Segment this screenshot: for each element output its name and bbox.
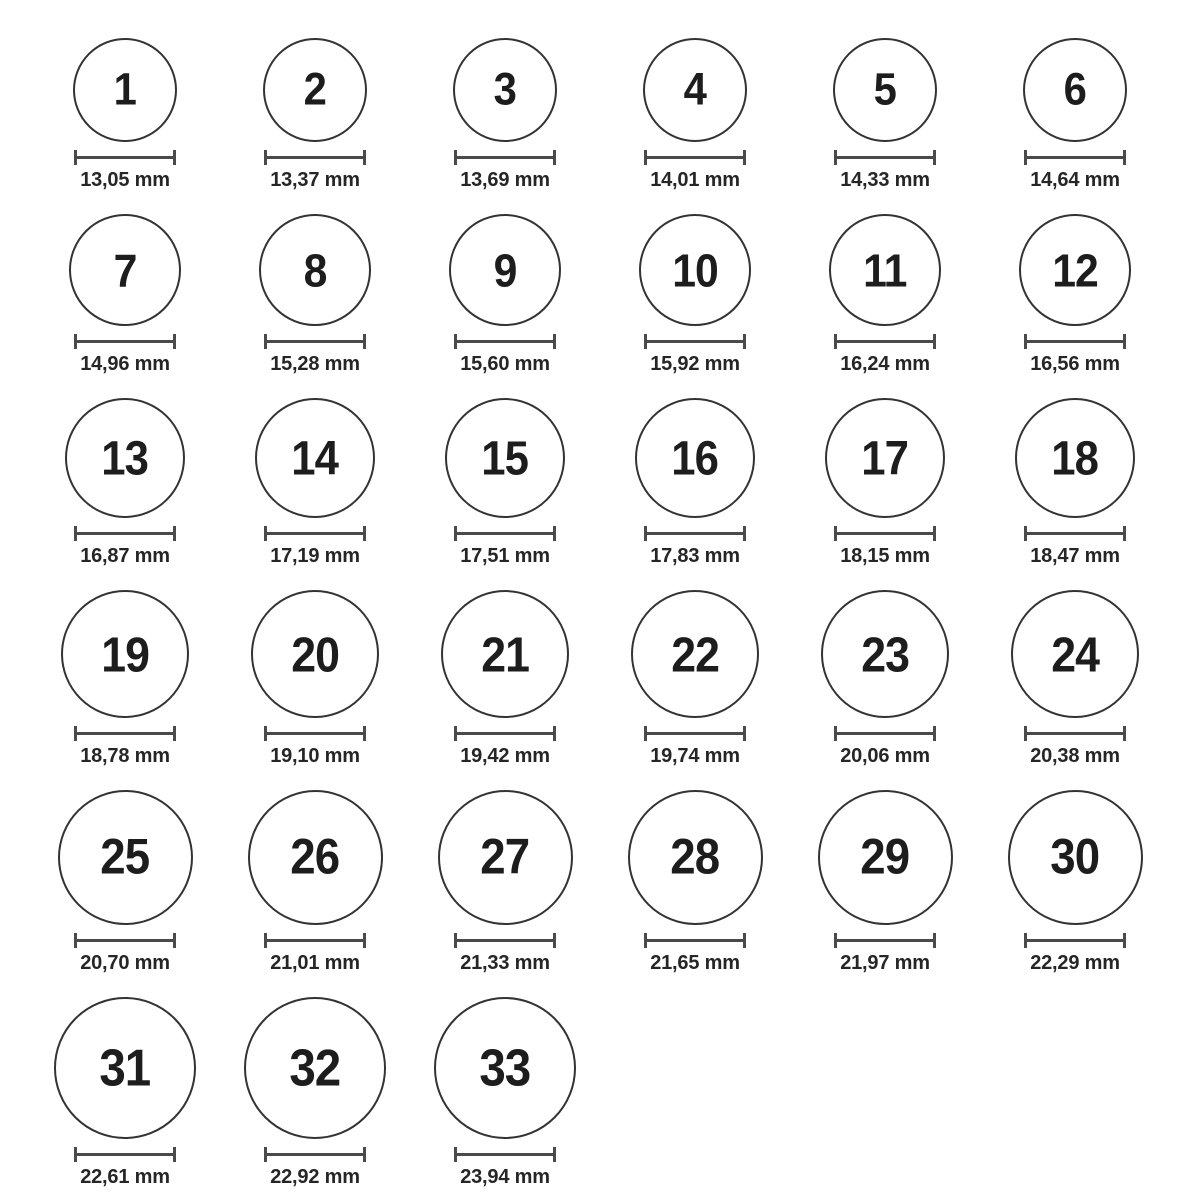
measure-tick-right	[173, 933, 176, 948]
ring-size-circle	[631, 590, 759, 718]
measure-bar	[267, 156, 363, 159]
ring-size-circle	[449, 214, 561, 326]
ring-size-number: 7	[113, 243, 137, 297]
measure-bar	[77, 340, 173, 343]
measure-tick-right	[743, 150, 746, 165]
ring-size-circle	[643, 38, 747, 142]
ring-size-circle	[251, 590, 379, 718]
ring-size-number: 4	[683, 64, 707, 115]
measure-tick-right	[553, 150, 556, 165]
diameter-label: 20,38 mm	[1030, 745, 1120, 767]
ring-size-circle	[1023, 38, 1127, 142]
ring-size-circle	[1015, 398, 1135, 518]
diameter-measure	[834, 726, 936, 741]
chart-row	[30, 398, 1170, 568]
diameter-measure	[644, 526, 746, 541]
measure-bar	[837, 732, 933, 735]
ring-size-number: 20	[291, 626, 339, 682]
diameter-measure	[644, 933, 746, 948]
ring-size-number: 5	[873, 64, 897, 115]
diameter-label: 18,78 mm	[80, 745, 170, 767]
diameter-label: 15,92 mm	[650, 353, 740, 375]
diameter-measure	[1024, 933, 1126, 948]
ring-size-cell	[220, 997, 410, 1189]
ring-size-circle	[438, 790, 573, 925]
diameter-measure	[74, 526, 176, 541]
ring-size-number: 13	[101, 430, 149, 486]
diameter-label: 20,70 mm	[80, 952, 170, 974]
ring-size-number: 11	[863, 243, 907, 297]
measure-tick-right	[363, 334, 366, 349]
diameter-measure	[264, 334, 366, 349]
ring-size-number: 28	[670, 829, 720, 885]
ring-size-cell	[600, 214, 790, 376]
measure-tick-right	[743, 933, 746, 948]
measure-tick-right	[933, 334, 936, 349]
ring-size-cell	[220, 398, 410, 568]
diameter-measure	[264, 526, 366, 541]
diameter-label: 13,37 mm	[270, 169, 360, 191]
ring-size-number: 31	[99, 1038, 151, 1098]
diameter-measure	[264, 1147, 366, 1162]
measure-tick-right	[553, 334, 556, 349]
ring-size-circle	[434, 997, 576, 1139]
diameter-measure	[834, 334, 936, 349]
measure-tick-right	[1123, 726, 1126, 741]
ring-size-number: 25	[100, 829, 150, 885]
diameter-measure	[74, 334, 176, 349]
ring-size-cell	[410, 997, 600, 1189]
diameter-measure	[1024, 334, 1126, 349]
measure-tick-right	[173, 526, 176, 541]
diameter-label: 19,10 mm	[270, 745, 360, 767]
diameter-measure	[454, 933, 556, 948]
measure-bar	[457, 1153, 553, 1156]
ring-size-number: 26	[290, 829, 340, 885]
ring-size-circle	[441, 590, 569, 718]
diameter-label: 21,01 mm	[270, 952, 360, 974]
measure-bar	[457, 732, 553, 735]
ring-size-cell	[30, 214, 220, 376]
diameter-measure	[454, 526, 556, 541]
measure-bar	[647, 532, 743, 535]
measure-bar	[77, 156, 173, 159]
ring-size-cell	[790, 398, 980, 568]
diameter-label: 19,42 mm	[460, 745, 550, 767]
diameter-label: 20,06 mm	[840, 745, 930, 767]
measure-bar	[267, 1153, 363, 1156]
ring-size-number: 27	[480, 829, 530, 885]
ring-size-cell	[30, 398, 220, 568]
diameter-label: 22,92 mm	[270, 1166, 360, 1188]
ring-size-circle	[453, 38, 557, 142]
measure-tick-right	[1123, 933, 1126, 948]
measure-tick-right	[743, 526, 746, 541]
ring-size-cell	[30, 997, 220, 1189]
measure-bar	[837, 939, 933, 942]
ring-size-number: 9	[493, 243, 517, 297]
ring-size-circle	[639, 214, 751, 326]
ring-size-circle	[628, 790, 763, 925]
measure-bar	[267, 340, 363, 343]
ring-size-cell	[600, 590, 790, 768]
diameter-measure	[644, 726, 746, 741]
diameter-label: 18,15 mm	[840, 545, 930, 567]
measure-bar	[837, 156, 933, 159]
measure-bar	[647, 732, 743, 735]
measure-tick-right	[553, 526, 556, 541]
measure-bar	[837, 532, 933, 535]
ring-size-cell	[980, 590, 1170, 768]
ring-size-cell	[410, 214, 600, 376]
diameter-measure	[74, 1147, 176, 1162]
ring-size-cell	[790, 790, 980, 975]
diameter-label: 14,01 mm	[650, 169, 740, 191]
measure-tick-right	[1123, 334, 1126, 349]
measure-tick-right	[743, 334, 746, 349]
ring-size-number: 1	[113, 64, 137, 115]
ring-size-number: 16	[671, 430, 719, 486]
measure-tick-right	[173, 334, 176, 349]
ring-size-number: 19	[101, 626, 149, 682]
ring-size-cell	[220, 790, 410, 975]
ring-size-number: 24	[1051, 626, 1099, 682]
diameter-label: 16,56 mm	[1030, 353, 1120, 375]
measure-tick-right	[173, 1147, 176, 1162]
diameter-measure	[454, 726, 556, 741]
ring-size-cell	[600, 398, 790, 568]
measure-bar	[647, 340, 743, 343]
measure-bar	[267, 939, 363, 942]
ring-size-circle	[263, 38, 367, 142]
diameter-label: 14,33 mm	[840, 169, 930, 191]
ring-size-circle	[244, 997, 386, 1139]
ring-size-circle	[65, 398, 185, 518]
ring-size-circle	[445, 398, 565, 518]
measure-bar	[837, 340, 933, 343]
diameter-label: 15,28 mm	[270, 353, 360, 375]
measure-bar	[647, 939, 743, 942]
ring-size-cell	[790, 214, 980, 376]
measure-bar	[457, 532, 553, 535]
measure-bar	[1027, 340, 1123, 343]
measure-bar	[457, 156, 553, 159]
diameter-label: 21,97 mm	[840, 952, 930, 974]
ring-size-circle	[1011, 590, 1139, 718]
ring-size-circle	[58, 790, 193, 925]
measure-tick-right	[933, 726, 936, 741]
diameter-measure	[454, 1147, 556, 1162]
diameter-label: 19,74 mm	[650, 745, 740, 767]
ring-size-cell	[220, 38, 410, 192]
diameter-measure	[264, 726, 366, 741]
diameter-label: 15,60 mm	[460, 353, 550, 375]
measure-tick-right	[933, 150, 936, 165]
ring-size-number: 2	[303, 64, 327, 115]
ring-size-cell	[30, 790, 220, 975]
ring-size-cell	[220, 590, 410, 768]
ring-size-number: 23	[861, 626, 909, 682]
ring-size-cell	[790, 590, 980, 768]
diameter-label: 13,69 mm	[460, 169, 550, 191]
diameter-measure	[454, 150, 556, 165]
ring-size-circle	[54, 997, 196, 1139]
measure-tick-right	[363, 526, 366, 541]
diameter-label: 22,61 mm	[80, 1166, 170, 1188]
ring-size-circle	[69, 214, 181, 326]
diameter-measure	[1024, 150, 1126, 165]
chart-row	[30, 214, 1170, 376]
diameter-label: 14,64 mm	[1030, 169, 1120, 191]
ring-size-number: 10	[672, 243, 718, 297]
measure-tick-right	[173, 150, 176, 165]
measure-bar	[77, 732, 173, 735]
ring-size-number: 18	[1051, 430, 1099, 486]
diameter-measure	[644, 334, 746, 349]
ring-size-cell	[410, 398, 600, 568]
diameter-measure	[644, 150, 746, 165]
ring-size-circle	[821, 590, 949, 718]
ring-size-number: 17	[861, 430, 909, 486]
ring-size-circle	[259, 214, 371, 326]
ring-size-number: 6	[1063, 64, 1087, 115]
ring-size-circle	[833, 38, 937, 142]
diameter-measure	[74, 150, 176, 165]
ring-size-cell	[980, 398, 1170, 568]
measure-bar	[77, 1153, 173, 1156]
measure-tick-right	[933, 933, 936, 948]
measure-bar	[457, 340, 553, 343]
ring-size-cell	[410, 590, 600, 768]
measure-tick-right	[1123, 526, 1126, 541]
ring-size-circle	[1008, 790, 1143, 925]
measure-tick-right	[933, 526, 936, 541]
diameter-label: 21,65 mm	[650, 952, 740, 974]
chart-row	[30, 790, 1170, 975]
diameter-measure	[264, 933, 366, 948]
measure-tick-right	[363, 1147, 366, 1162]
diameter-label: 22,29 mm	[1030, 952, 1120, 974]
diameter-measure	[264, 150, 366, 165]
diameter-measure	[74, 933, 176, 948]
measure-tick-right	[173, 726, 176, 741]
ring-size-cell	[980, 214, 1170, 376]
measure-bar	[1027, 532, 1123, 535]
ring-size-number: 15	[481, 430, 529, 486]
ring-size-circle	[635, 398, 755, 518]
measure-bar	[77, 939, 173, 942]
diameter-label: 16,87 mm	[80, 545, 170, 567]
ring-size-number: 21	[481, 626, 529, 682]
measure-bar	[1027, 732, 1123, 735]
ring-size-cell	[220, 214, 410, 376]
ring-size-number: 30	[1050, 829, 1100, 885]
ring-size-number: 12	[1052, 243, 1098, 297]
chart-row	[30, 590, 1170, 768]
ring-size-circle	[255, 398, 375, 518]
diameter-label: 21,33 mm	[460, 952, 550, 974]
diameter-measure	[1024, 526, 1126, 541]
ring-size-circle	[818, 790, 953, 925]
ring-size-number: 8	[303, 243, 327, 297]
ring-size-circle	[1019, 214, 1131, 326]
measure-tick-right	[1123, 150, 1126, 165]
diameter-measure	[834, 526, 936, 541]
chart-row	[30, 38, 1170, 192]
diameter-label: 17,19 mm	[270, 545, 360, 567]
ring-size-circle	[829, 214, 941, 326]
measure-tick-right	[363, 726, 366, 741]
ring-size-number: 22	[671, 626, 719, 682]
ring-size-cell	[410, 790, 600, 975]
ring-size-number: 14	[291, 430, 339, 486]
measure-bar	[1027, 939, 1123, 942]
ring-size-cell	[30, 38, 220, 192]
diameter-label: 14,96 mm	[80, 353, 170, 375]
chart-row	[30, 997, 1170, 1189]
measure-tick-right	[363, 150, 366, 165]
measure-tick-right	[363, 933, 366, 948]
ring-size-circle	[61, 590, 189, 718]
diameter-measure	[1024, 726, 1126, 741]
diameter-measure	[834, 150, 936, 165]
diameter-label: 13,05 mm	[80, 169, 170, 191]
diameter-label: 18,47 mm	[1030, 545, 1120, 567]
measure-bar	[457, 939, 553, 942]
ring-size-number: 32	[289, 1038, 341, 1098]
ring-size-number: 33	[479, 1038, 531, 1098]
diameter-label: 16,24 mm	[840, 353, 930, 375]
ring-size-cell	[980, 38, 1170, 192]
diameter-label: 23,94 mm	[460, 1166, 550, 1188]
ring-size-cell	[790, 38, 980, 192]
ring-size-number: 3	[493, 64, 517, 115]
diameter-measure	[834, 933, 936, 948]
ring-size-cell	[410, 38, 600, 192]
diameter-label: 17,51 mm	[460, 545, 550, 567]
diameter-measure	[454, 334, 556, 349]
diameter-measure	[74, 726, 176, 741]
measure-tick-right	[553, 726, 556, 741]
measure-bar	[267, 732, 363, 735]
measure-bar	[77, 532, 173, 535]
ring-size-number: 29	[860, 829, 910, 885]
measure-bar	[1027, 156, 1123, 159]
measure-tick-right	[553, 1147, 556, 1162]
ring-size-cell	[600, 790, 790, 975]
diameter-label: 17,83 mm	[650, 545, 740, 567]
ring-size-circle	[825, 398, 945, 518]
measure-tick-right	[553, 933, 556, 948]
ring-size-cell	[600, 38, 790, 192]
ring-size-circle	[73, 38, 177, 142]
measure-bar	[267, 532, 363, 535]
ring-size-cell	[30, 590, 220, 768]
measure-tick-right	[743, 726, 746, 741]
ring-size-circle	[248, 790, 383, 925]
ring-size-cell	[980, 790, 1170, 975]
measure-bar	[647, 156, 743, 159]
